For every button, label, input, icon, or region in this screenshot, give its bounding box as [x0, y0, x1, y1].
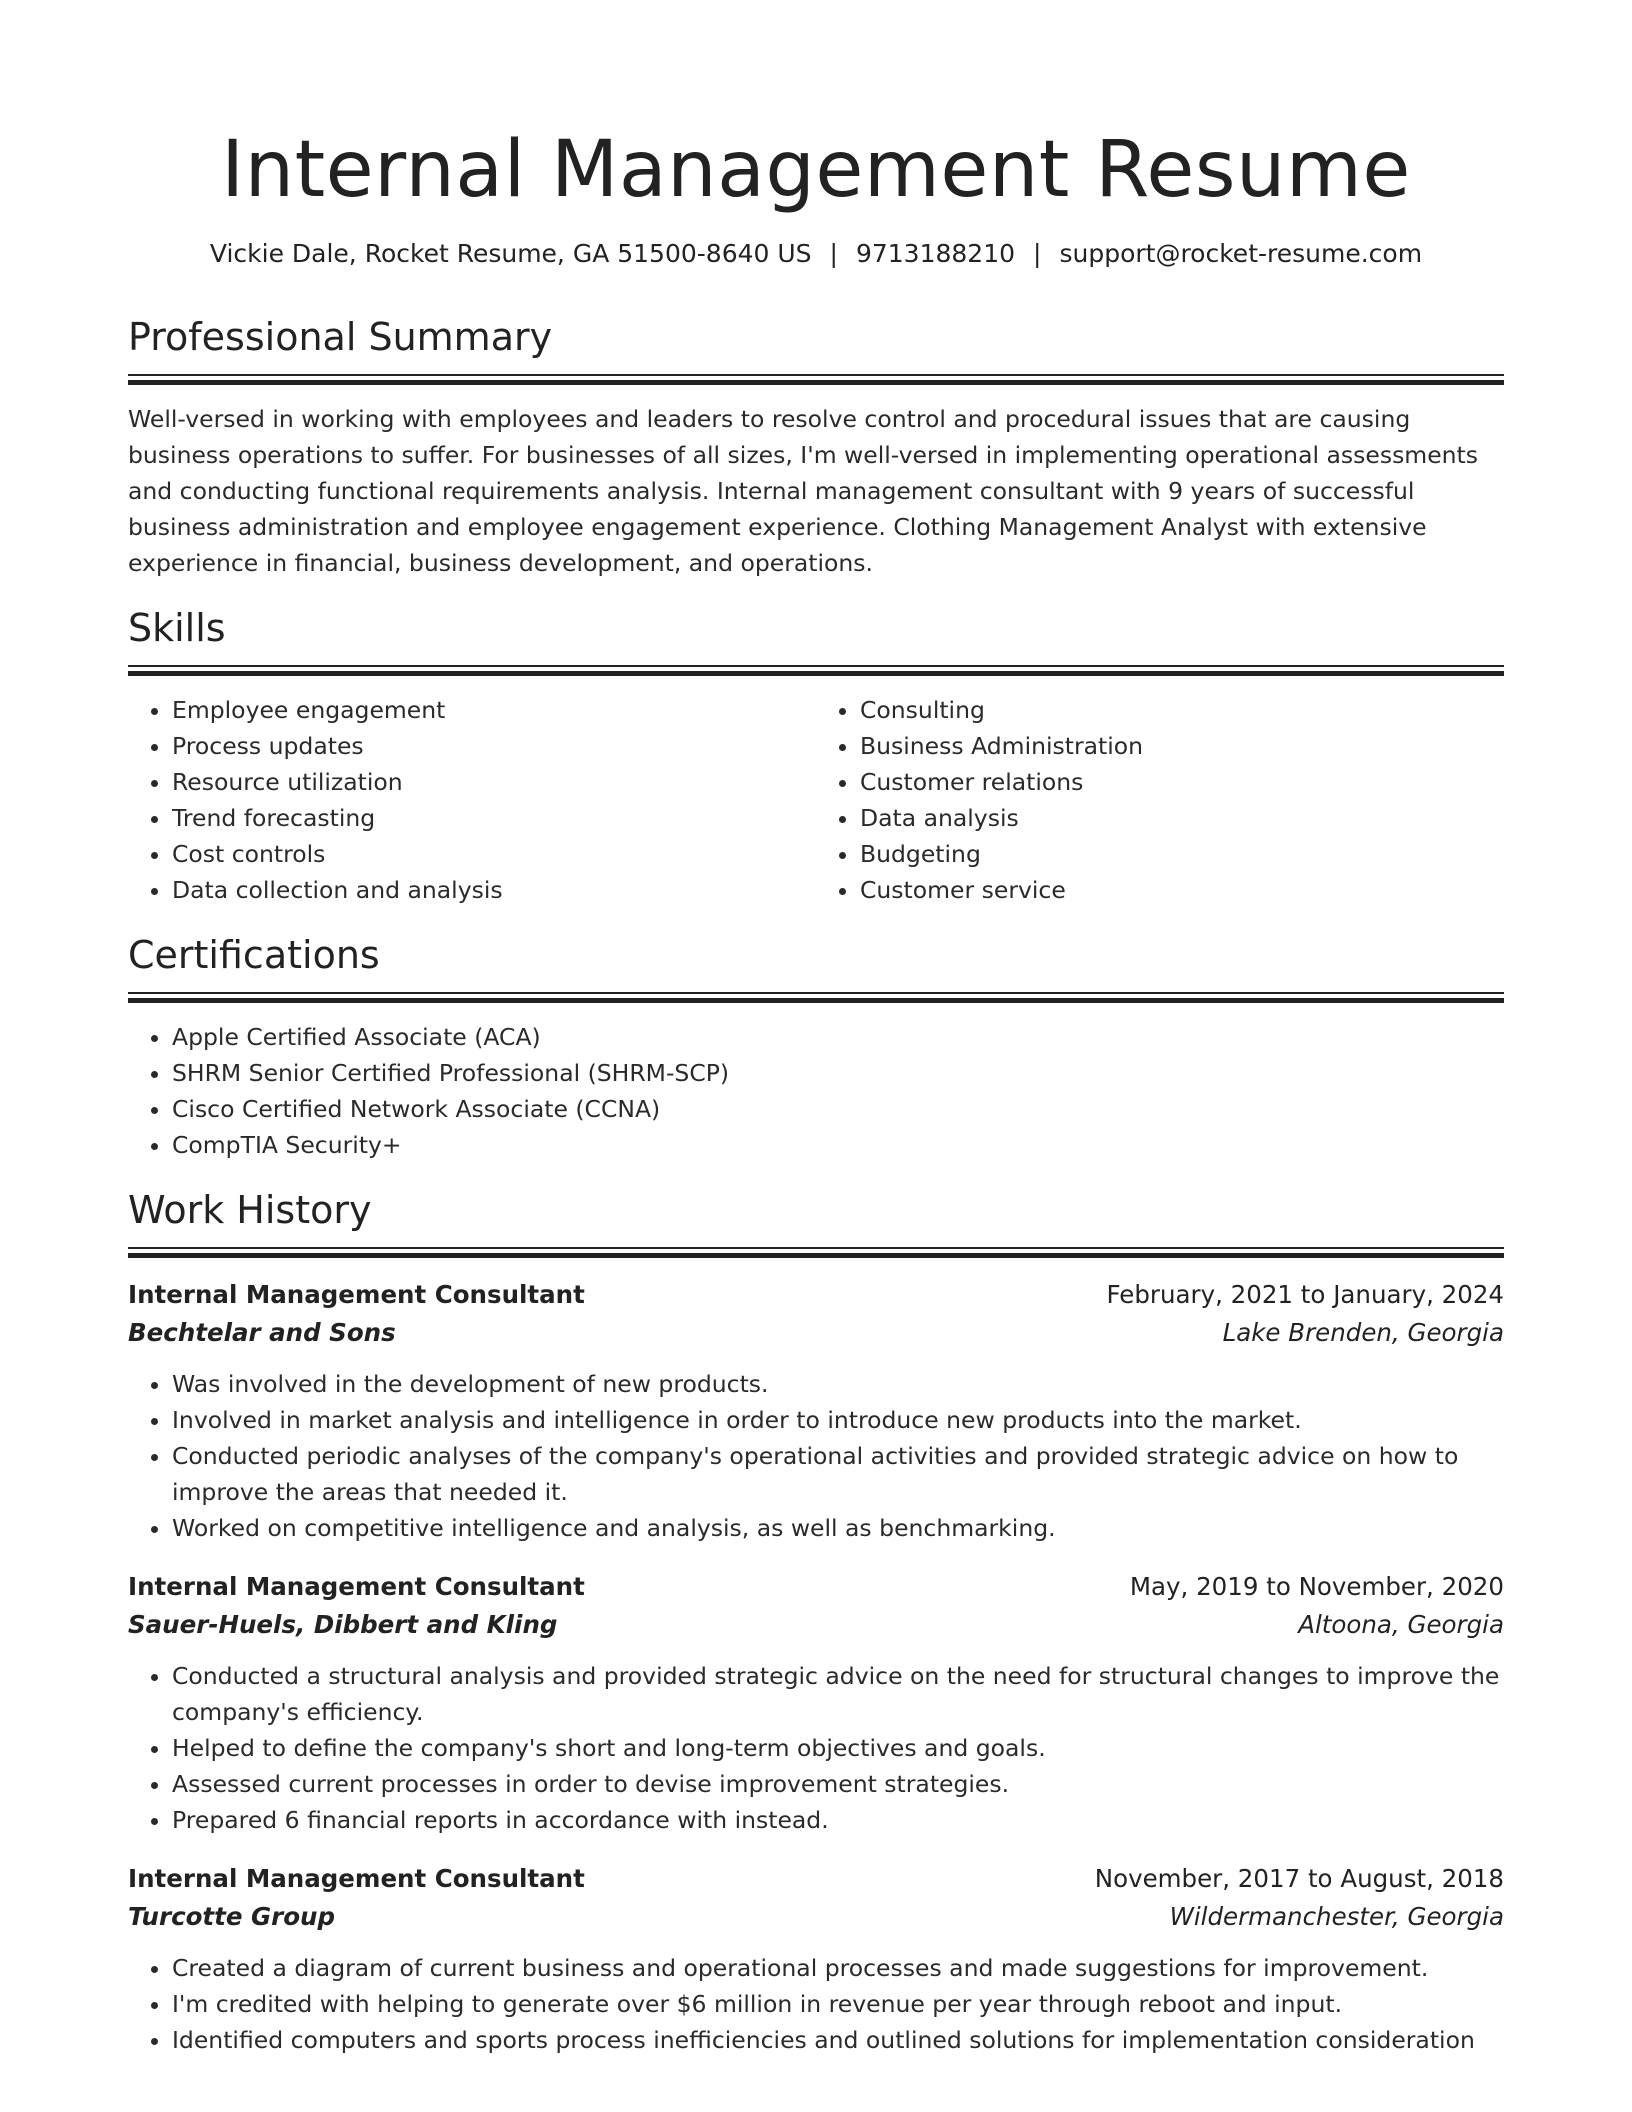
- job-bullet: • I'm credited with helping to generate over $6 million in revenue per year through reboot and input.: [172, 1986, 1504, 2022]
- job-entry: [128, 1276, 1504, 1546]
- job-bullet: • Assessed current processes in order to devise improvement strategies.: [172, 1766, 1504, 1802]
- job-dates: May, 2019 to November, 2020: [1129, 1572, 1504, 1601]
- skill-item: • Customer relations: [860, 764, 1504, 800]
- contact-separator: |: [829, 239, 838, 268]
- skill-item: • Data analysis: [860, 800, 1504, 836]
- job-bullet: • Prepared 6 financial reports in accordance with instead.: [172, 1802, 1504, 1838]
- skill-item: • Business Administration: [860, 728, 1504, 764]
- job-bullet: • Created a diagram of current business and operational processes and made suggestions for improvement.: [172, 1950, 1504, 1986]
- contact-separator: |: [1033, 239, 1042, 268]
- job-title: Internal Management Consultant: [128, 1864, 585, 1893]
- job-company: Turcotte Group: [128, 1902, 336, 1931]
- job-entry: [128, 1568, 1504, 1838]
- job-bullet: • Helped to define the company's short and long-term objectives and goals.: [172, 1730, 1504, 1766]
- skills-columns: [128, 692, 1504, 908]
- skills-heading: Skills: [128, 606, 226, 650]
- job-dates: February, 2021 to January, 2024: [1106, 1280, 1504, 1309]
- skill-item: • Process updates: [172, 728, 816, 764]
- work-history-section: [128, 1185, 1504, 2058]
- skills-section: [128, 603, 1504, 908]
- contact-phone: 9713188210: [855, 239, 1016, 268]
- job-bullets: [128, 1950, 1504, 2058]
- job-bullet: • Conducted a structural analysis and provided strategic advice on the need for structural changes to improve the company's efficiency.: [172, 1658, 1504, 1730]
- job-header-row: [128, 1568, 1504, 1606]
- certifications-heading: Certifications: [128, 933, 380, 977]
- certifications-section: [128, 930, 1504, 1163]
- job-company-row: [128, 1898, 1504, 1936]
- job-bullet: • Was involved in the development of new products.: [172, 1366, 1504, 1402]
- certification-item: • SHRM Senior Certified Professional (SHRM-SCP): [172, 1055, 1504, 1091]
- skill-item: • Cost controls: [172, 836, 816, 872]
- section-divider: [128, 1247, 1504, 1258]
- section-divider: [128, 665, 1504, 676]
- contact-line: [128, 238, 1504, 270]
- skill-item: • Resource utilization: [172, 764, 816, 800]
- job-location: Wildermanchester, Georgia: [1169, 1902, 1504, 1931]
- job-bullet: • Conducted periodic analyses of the company's operational activities and provided strategic advice on how to improve the areas that needed it.: [172, 1438, 1504, 1510]
- summary-section: [128, 312, 1504, 581]
- job-company-row: [128, 1606, 1504, 1644]
- summary-heading: Professional Summary: [128, 315, 553, 359]
- job-header-row: [128, 1860, 1504, 1898]
- contact-email[interactable]: support@rocket-resume.com: [1059, 239, 1423, 268]
- certification-item: • CompTIA Security+: [172, 1127, 1504, 1163]
- job-location: Lake Brenden, Georgia: [1222, 1318, 1504, 1347]
- skill-item: • Trend forecasting: [172, 800, 816, 836]
- contact-address: Vickie Dale, Rocket Resume, GA 51500-8640 US: [209, 239, 812, 268]
- job-company: Sauer-Huels, Dibbert and Kling: [128, 1610, 558, 1639]
- job-bullet: • Involved in market analysis and intelligence in order to introduce new products into the market.: [172, 1402, 1504, 1438]
- skill-item: • Data collection and analysis: [172, 872, 816, 908]
- job-company-row: [128, 1314, 1504, 1352]
- work-history-heading: Work History: [128, 1188, 372, 1232]
- job-company: Bechtelar and Sons: [128, 1318, 396, 1347]
- job-bullet: • Worked on competitive intelligence and analysis, as well as benchmarking.: [172, 1510, 1504, 1546]
- resume-title: Internal Management Resume: [221, 125, 1411, 215]
- section-divider: [128, 374, 1504, 385]
- skill-item: • Consulting: [860, 692, 1504, 728]
- skills-list-right: [816, 692, 1504, 908]
- job-entry: [128, 1860, 1504, 2058]
- job-title: Internal Management Consultant: [128, 1280, 585, 1309]
- certification-item: • Cisco Certified Network Associate (CCNA): [172, 1091, 1504, 1127]
- job-dates: November, 2017 to August, 2018: [1094, 1864, 1504, 1893]
- job-bullet: • Identified computers and sports process inefficiencies and outlined solutions for implementation consideration: [172, 2022, 1504, 2058]
- skill-item: • Budgeting: [860, 836, 1504, 872]
- skill-item: • Customer service: [860, 872, 1504, 908]
- skills-list-left: [128, 692, 816, 908]
- skill-item: • Employee engagement: [172, 692, 816, 728]
- section-divider: [128, 992, 1504, 1003]
- summary-text: Well-versed in working with employees and leaders to resolve control and procedural issues that are causing business operations to suffer. For businesses of all sizes, I'm well-versed in implementing operational assessments and conducting functional requirements analysis. Internal management consultant with 9 years of successful business administration and employee engagement experience. Clothing Management Analyst with extensive experience in financial, business development, and operations.: [128, 405, 1479, 577]
- certifications-list: [128, 1019, 1504, 1163]
- job-bullets: [128, 1658, 1504, 1838]
- job-title: Internal Management Consultant: [128, 1572, 585, 1601]
- job-header-row: [128, 1276, 1504, 1314]
- certification-item: • Apple Certified Associate (ACA): [172, 1019, 1504, 1055]
- job-bullets: [128, 1366, 1504, 1546]
- job-location: Altoona, Georgia: [1298, 1610, 1504, 1639]
